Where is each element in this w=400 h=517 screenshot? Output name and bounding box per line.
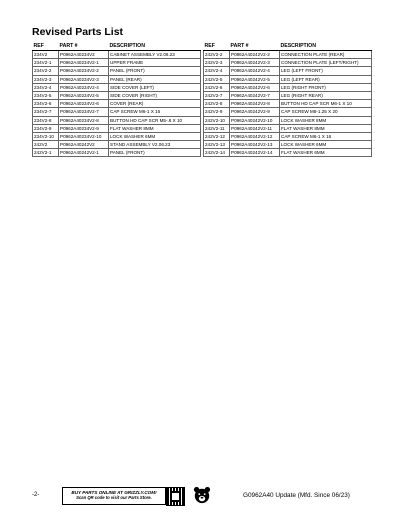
description-cell: BUTTON HD CAP SCR M6-1 X 10: [280, 100, 372, 108]
ref-cell: 242V2-12: [204, 132, 230, 140]
part-number-cell: P0962A40234V2: [59, 51, 109, 59]
description-cell: LEG (LEFT FRONT): [280, 67, 372, 75]
ref-cell: 234V2-4: [33, 83, 59, 91]
document-id: G0962A40 Update (Mfd. Since 06/23): [243, 492, 350, 499]
table-row: [204, 51, 372, 59]
header-part: PART #: [59, 42, 109, 51]
ref-cell: 234V2-3: [33, 75, 59, 83]
ref-cell: 242V2-8: [204, 100, 230, 108]
description-cell: PANEL (FRONT): [109, 149, 201, 157]
ref-cell: 234V2-5: [33, 91, 59, 99]
description-cell: PANEL (REAR): [109, 75, 201, 83]
header-ref: REF: [33, 42, 59, 51]
table-header-row: [33, 42, 201, 51]
description-cell: LEG (RIGHT REAR): [280, 91, 372, 99]
part-number-cell: P0962A40234V2-8: [59, 116, 109, 124]
description-cell: PANEL (FRONT): [109, 67, 201, 75]
promo-line-2: Scan QR code to visit our Parts Store.: [76, 495, 152, 500]
part-number-cell: P0962A40242V2-1: [59, 149, 109, 157]
ref-cell: 234V2-6: [33, 100, 59, 108]
part-number-cell: P0962A40242V2-10: [230, 116, 280, 124]
description-cell: COVER (REAR): [109, 100, 201, 108]
ref-cell: 242V2-7: [204, 91, 230, 99]
part-number-cell: P0962A40242V2-3: [230, 59, 280, 67]
promo-line-1: BUY PARTS ONLINE AT GRIZZLY.COM!: [71, 490, 157, 495]
ref-cell: 234V2: [33, 51, 59, 59]
table-row: [204, 116, 372, 124]
table-row: [33, 132, 201, 140]
table-row: [204, 83, 372, 91]
table-row: [33, 141, 201, 149]
header-description: DESCRIPTION: [280, 42, 372, 51]
bear-logo-icon: [193, 486, 211, 504]
description-cell: LOCK WASHER 6MM: [280, 141, 372, 149]
part-number-cell: P0962A40234V2-5: [59, 91, 109, 99]
ref-cell: 234V2-7: [33, 108, 59, 116]
ref-cell: 234V2-1: [33, 59, 59, 67]
table-header-row: [204, 42, 372, 51]
ref-cell: 242V2-3: [204, 59, 230, 67]
description-cell: FLAT WASHER 8MM: [280, 124, 372, 132]
ref-cell: 242V2-5: [204, 75, 230, 83]
description-cell: CONNECTION PLATE (LEFT/RIGHT): [280, 59, 372, 67]
table-row: [204, 108, 372, 116]
table-row: [204, 149, 372, 157]
part-number-cell: P0962A40234V2-7: [59, 108, 109, 116]
table-row: [33, 59, 201, 67]
ref-cell: 234V2-2: [33, 67, 59, 75]
ref-cell: 242V2-11: [204, 124, 230, 132]
ref-cell: 242V2-10: [204, 116, 230, 124]
description-cell: CONNECTION PLATE (REAR): [280, 51, 372, 59]
part-number-cell: P0962A40234V2-6: [59, 100, 109, 108]
description-cell: FLAT WASHER 8MM: [109, 124, 201, 132]
table-row: [33, 124, 201, 132]
ref-cell: 234V2-8: [33, 116, 59, 124]
ref-cell: 242V2-14: [204, 149, 230, 157]
table-row: [33, 75, 201, 83]
description-cell: UPPER FRAME: [109, 59, 201, 67]
ref-cell: 242V2-6: [204, 83, 230, 91]
description-cell: CAP SCREW M6-1 X 16: [109, 108, 201, 116]
part-number-cell: P0962A40234V2-4: [59, 83, 109, 91]
page-title: Revised Parts List: [32, 26, 124, 38]
description-cell: CAP SCREW M6-1 X 16: [280, 132, 372, 140]
ref-cell: 234V2-10: [33, 132, 59, 140]
description-cell: BUTTON HD CAP SCR M5-.8 X 10: [109, 116, 201, 124]
ref-cell: 242V2-13: [204, 141, 230, 149]
part-number-cell: P0962A40242V2-6: [230, 83, 280, 91]
description-cell: SIDE COVER (RIGHT): [109, 91, 201, 99]
part-number-cell: P0962A40242V2: [59, 141, 109, 149]
part-number-cell: P0962A40242V2-4: [230, 67, 280, 75]
description-cell: LEG (RIGHT FRONT): [280, 83, 372, 91]
table-row: [204, 124, 372, 132]
part-number-cell: P0962A40234V2-3: [59, 75, 109, 83]
qr-code-icon: [166, 487, 185, 506]
part-number-cell: P0962A40242V2-11: [230, 124, 280, 132]
ref-cell: 242V2-9: [204, 108, 230, 116]
part-number-cell: P0962A40242V2-13: [230, 141, 280, 149]
description-cell: LOCK WASHER 8MM: [280, 116, 372, 124]
table-row: [204, 132, 372, 140]
description-cell: SIDE COVER (LEFT): [109, 83, 201, 91]
header-part: PART #: [230, 42, 280, 51]
parts-table-left: [32, 42, 200, 157]
table-row: [204, 100, 372, 108]
part-number-cell: P0962A40234V2-1: [59, 59, 109, 67]
table-row: [204, 67, 372, 75]
ref-cell: 242V2-1: [33, 149, 59, 157]
description-cell: STAND ASSEMBLY V2.06.23: [109, 141, 201, 149]
table-row: [33, 149, 201, 157]
parts-promo-box: [62, 487, 166, 505]
part-number-cell: P0962A40242V2-14: [230, 149, 280, 157]
table-row: [204, 141, 372, 149]
ref-cell: 234V2-9: [33, 124, 59, 132]
table-row: [204, 91, 372, 99]
header-ref: REF: [204, 42, 230, 51]
ref-cell: 242V2: [33, 141, 59, 149]
table-row: [33, 83, 201, 91]
parts-table-right: [203, 42, 371, 157]
table-row: [33, 67, 201, 75]
ref-cell: 242V2-4: [204, 67, 230, 75]
part-number-cell: P0962A40242V2-7: [230, 91, 280, 99]
table-row: [204, 75, 372, 83]
table-row: [33, 100, 201, 108]
header-description: DESCRIPTION: [109, 42, 201, 51]
table-row: [33, 91, 201, 99]
part-number-cell: P0962A40242V2-12: [230, 132, 280, 140]
description-cell: LOCK WASHER 6MM: [109, 132, 201, 140]
part-number-cell: P0962A40234V2-9: [59, 124, 109, 132]
ref-cell: 242V2-2: [204, 51, 230, 59]
table-row: [33, 116, 201, 124]
description-cell: FLAT WASHER 6MM: [280, 149, 372, 157]
page-number: -2-: [32, 492, 40, 498]
part-number-cell: P0962A40234V2-2: [59, 67, 109, 75]
part-number-cell: P0962A40242V2-9: [230, 108, 280, 116]
table-row: [204, 59, 372, 67]
description-cell: LEG (LEFT REAR): [280, 75, 372, 83]
description-cell: CABINET ASSEMBLY V2.06.23: [109, 51, 201, 59]
part-number-cell: P0962A40242V2-2: [230, 51, 280, 59]
part-number-cell: P0962A40234V2-10: [59, 132, 109, 140]
part-number-cell: P0962A40242V2-8: [230, 100, 280, 108]
table-row: [33, 108, 201, 116]
part-number-cell: P0962A40242V2-5: [230, 75, 280, 83]
table-row: [33, 51, 201, 59]
description-cell: CAP SCREW M8-1.25 X 20: [280, 108, 372, 116]
